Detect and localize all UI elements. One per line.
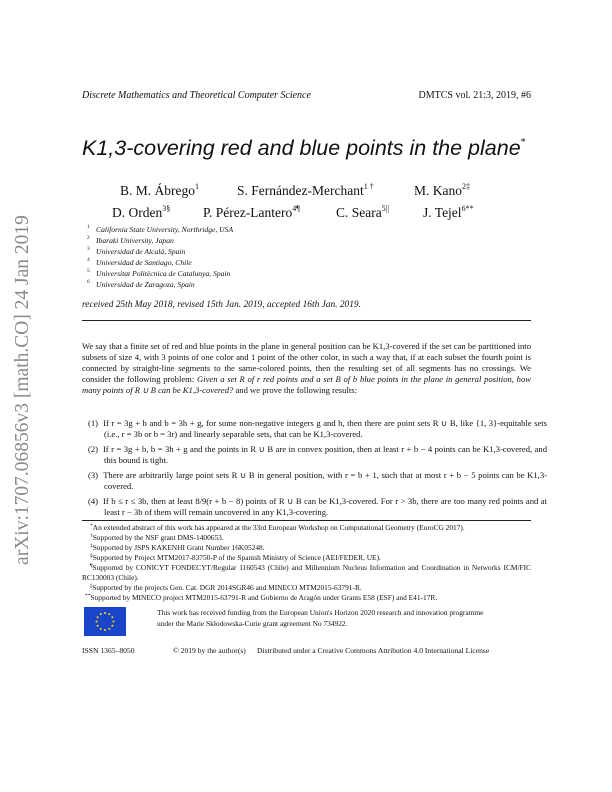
- eu-star: [96, 621, 98, 623]
- result-item: [88, 470, 547, 492]
- text: If b ≤ r ≤ 3b, then at least 8/9(r + b − 8) points of R ∪ B can be K1,3-covered. For r > 3b, there are too many red points and at least r − 3b of them will remain uncovered in any K1,3-covering.: [103, 496, 548, 517]
- text: 1 †: [363, 182, 374, 191]
- text: ||: [90, 583, 93, 589]
- author: [237, 182, 374, 199]
- text: (2): [88, 444, 99, 454]
- text: Universidad de Alcalá, Spain: [96, 247, 186, 256]
- text: If r = 3g + b, b = 3h + g and the points in R ∪ B are in convex position, then at least r + b − 4 points can be K1,3-covered, and this bound is tight.: [102, 444, 547, 465]
- author: [423, 204, 474, 221]
- affiliation: [87, 246, 186, 256]
- eu-star: [97, 625, 99, 627]
- text: (1): [88, 418, 99, 428]
- text: **: [85, 593, 91, 599]
- footnote: [82, 582, 539, 593]
- footnote: [82, 552, 539, 563]
- affiliation: [87, 268, 231, 278]
- text: Universidad de Santiago, Chile: [96, 258, 192, 267]
- text: (3): [88, 470, 99, 480]
- text: ¶: [90, 563, 93, 569]
- text: Universidad de Zaragoza, Spain: [96, 280, 195, 289]
- received-dates: received 25th May 2018, revised 15th Jan. 2019, accepted 16th Jan. 2019.: [82, 300, 361, 310]
- author: [112, 204, 170, 221]
- eu-star: [111, 625, 113, 627]
- author: [414, 182, 470, 199]
- text: †: [90, 533, 93, 539]
- funding-note: This work has received funding from the European Union's Horizon 2020 research and innovation programme under the Marie Skłodowska-Curie grant agreement No 734922.: [157, 608, 484, 628]
- result-item: [88, 444, 547, 466]
- paper-title: [82, 136, 526, 161]
- text: ‡: [90, 543, 93, 549]
- text: 3: [87, 246, 90, 252]
- eu-star: [97, 616, 99, 618]
- author: [203, 204, 300, 221]
- footnote: [82, 542, 539, 553]
- text: Supported by MINECO project MTM2015-63791-R and Gobierno de Aragón under Grants E58 (ESF) and E41-17R.: [90, 593, 438, 602]
- text: B. M. Ábrego: [120, 183, 195, 198]
- text: D. Orden: [112, 205, 163, 220]
- text: 5||: [381, 204, 389, 213]
- text: 2‡: [462, 182, 470, 191]
- result-item: [88, 496, 547, 518]
- author: [120, 182, 199, 199]
- text: Ibaraki University, Japan: [96, 236, 174, 245]
- text: There are arbitrarily large point sets R ∪ B in general position, with r = b + 1, such that at most r + b − 5 points can be K1,3-covered.: [103, 470, 547, 491]
- footnote: [82, 522, 539, 533]
- eu-star: [108, 613, 110, 615]
- license-link[interactable]: Distributed under a Creative Commons Attribution 4.0 International License: [257, 646, 490, 655]
- text: 3§: [162, 204, 171, 213]
- text: P. Pérez-Lantero: [203, 205, 293, 220]
- eu-star: [104, 629, 106, 631]
- divider: [82, 320, 531, 321]
- text: 6: [87, 279, 90, 285]
- text: M. Kano: [414, 183, 462, 198]
- text: 2: [87, 235, 90, 241]
- journal-volume: DMTCS vol. 21:3, 2019, #6: [418, 90, 531, 101]
- text: Supported by Project MTM2017-83750-P of the Spanish Ministry of Science (AEI/FEDER, UE).: [92, 553, 381, 562]
- text: J. Tejel: [423, 205, 462, 220]
- text: and we prove the following results:: [233, 384, 357, 395]
- issn: ISSN 1365–8050: [82, 646, 135, 655]
- eu-star: [100, 613, 102, 615]
- text: An extended abstract of this work has appeared at the 33rd European Workshop on Computational Geometry (EuroCG 2017).: [92, 523, 465, 532]
- affiliation: [87, 257, 192, 267]
- eu-star: [108, 628, 110, 630]
- text: We say that a finite set of red and blue points in the plane in general position can be K1,3-covered if the set can be partitioned into subsets of size 4, with 3 points of one color and 1 point of the other color, in such a way that, if at each subset the fourth point is connected by straight-line segments to the same-colored points, then the resulting set of all segments has no crossings. We consider the following problem:: [82, 341, 531, 384]
- title-footnote-mark: *: [520, 137, 526, 148]
- text: 4¶: [292, 204, 300, 213]
- text: California State University, Northridge, USA: [96, 225, 234, 234]
- text: Supported by the projects Gen. Cat. DGR 2014SGR46 and MINECO MTM2015-63791-R.: [92, 583, 362, 592]
- divider: [82, 520, 531, 521]
- arxiv-stamp[interactable]: arXiv:1707.06856v3 [math.CO] 24 Jan 2019: [12, 215, 33, 565]
- eu-flag-logo: [84, 607, 126, 636]
- text: Supported by JSPS KAKENHI Grant Number 16K05248.: [92, 543, 265, 552]
- result-item: [88, 418, 547, 440]
- author: [336, 204, 389, 221]
- eu-star: [113, 621, 115, 623]
- text: *: [90, 523, 93, 529]
- eu-star: [104, 612, 106, 614]
- footnote: [82, 532, 539, 543]
- eu-stars-icon: [84, 607, 126, 636]
- text: (4): [88, 496, 99, 506]
- affiliation: [87, 235, 174, 245]
- text: If r = 3g + h and b = 3h + g, for some non-negative integers g and h, then there are point sets R ∪ B, like {1, 3}-equitable sets (i.e., r = 3b or b = 3r) and linearly separable sets, that can be K1,3-covered.: [103, 418, 548, 439]
- text: C. Seara: [336, 205, 382, 220]
- text: Supported by the NSF grant DMS-1400653.: [92, 533, 224, 542]
- text: 4: [87, 257, 90, 263]
- footnote: [82, 562, 531, 582]
- footnote: [82, 592, 534, 603]
- text: Universitat Politècnica de Catalunya, Spain: [96, 269, 231, 278]
- text: 1: [87, 224, 90, 230]
- text: S. Fernández-Merchant: [237, 183, 364, 198]
- eu-star: [100, 628, 102, 630]
- journal-name: Discrete Mathematics and Theoretical Computer Science: [82, 90, 311, 101]
- affiliation: [87, 224, 234, 234]
- text: 6**: [461, 204, 474, 213]
- eu-star: [111, 616, 113, 618]
- text: §: [90, 553, 93, 559]
- title-text: K1,3-covering red and blue points in the plane: [82, 136, 521, 160]
- abstract-question: Given a set R of r red points and a set B of b blue points in the plane in general position, how many points of R ∪ B can be K1,3-covered?: [82, 373, 531, 395]
- text: Supported by CONICYT FONDECYT/Regular 1160543 (Chile) and Millennium Nucleus Information and Coordination in Networks ICM/FIC RC130003 (Chile).: [82, 563, 531, 582]
- text: 5: [87, 268, 90, 274]
- affiliation: [87, 279, 195, 289]
- text: 1: [195, 182, 199, 191]
- copyright: © 2019 by the author(s): [173, 646, 246, 655]
- abstract: [82, 341, 531, 396]
